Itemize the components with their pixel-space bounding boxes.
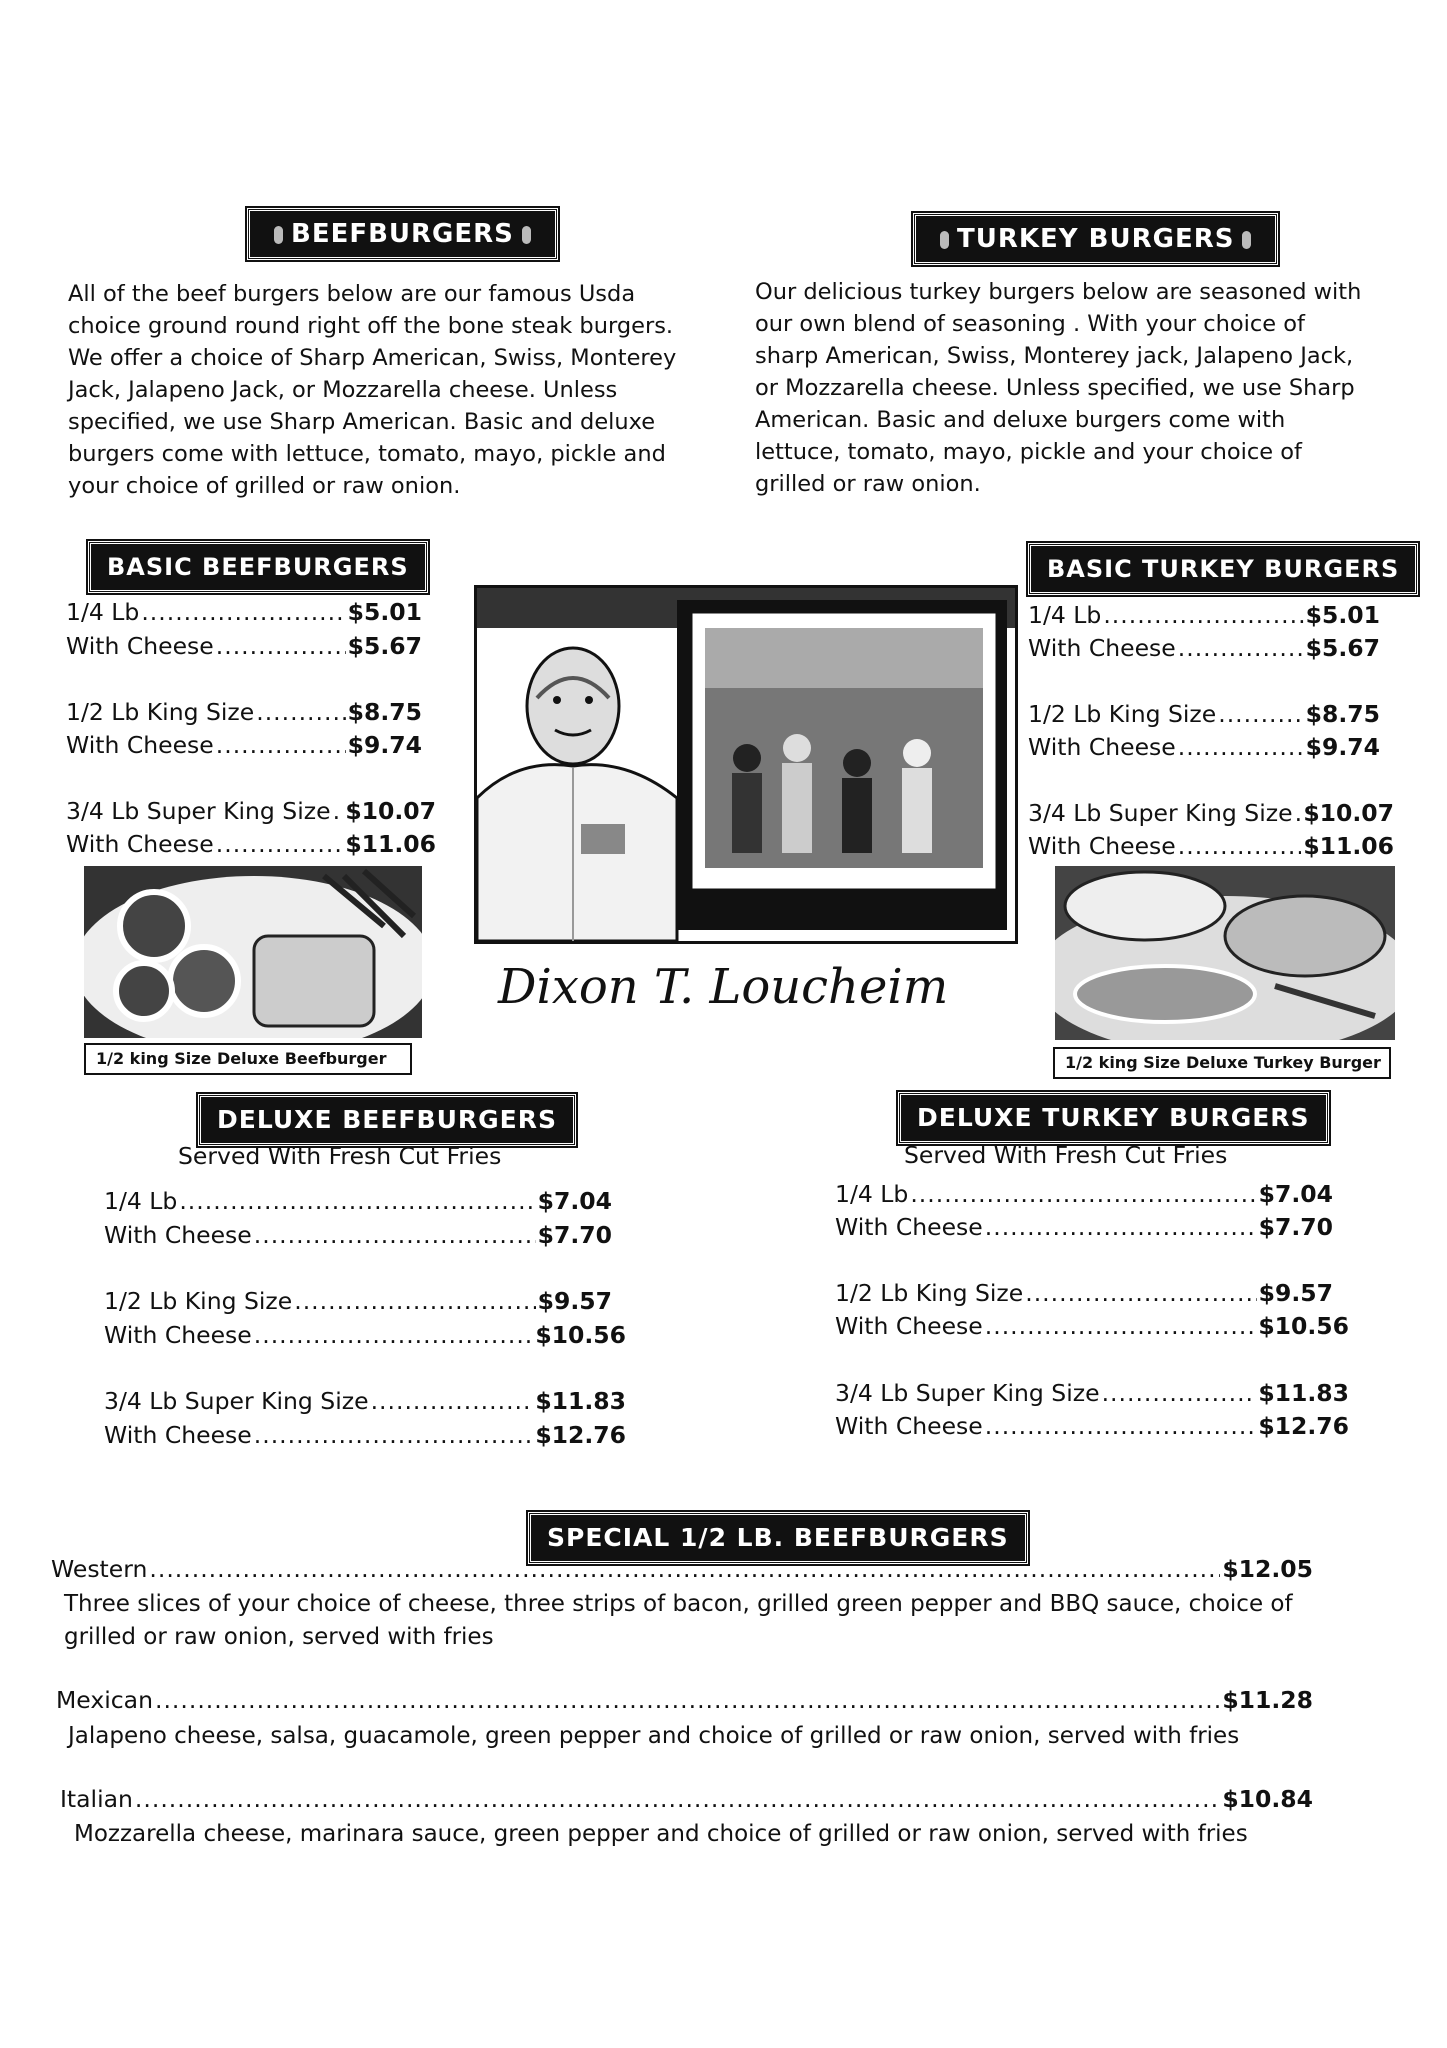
item-price: $12.76: [535, 1421, 626, 1449]
item-label: With Cheese: [1028, 733, 1176, 761]
item-price: $9.74: [347, 731, 422, 759]
item-price: $9.74: [1305, 733, 1380, 761]
dot-leader: [1295, 799, 1302, 827]
beefburger-photo: [84, 866, 422, 1038]
pill-ornament-icon: [522, 226, 531, 244]
item-price: $11.83: [535, 1387, 626, 1415]
dot-leader: [216, 731, 346, 759]
item-label: Italian: [60, 1785, 133, 1813]
dot-leader: [216, 830, 344, 858]
item-price: $7.04: [1258, 1180, 1333, 1208]
item-label: With Cheese: [104, 1321, 252, 1349]
item-label: 3/4 Lb Super King Size: [66, 797, 331, 825]
pill-ornament-icon: [274, 226, 283, 244]
item-label: 1/2 Lb King Size: [1028, 700, 1217, 728]
item-price: $11.28: [1222, 1686, 1313, 1714]
basic-beef-item: [66, 632, 422, 660]
deluxe-beef-item: [104, 1321, 626, 1349]
item-label: 3/4 Lb Super King Size: [1028, 799, 1293, 827]
dot-leader: [254, 1321, 534, 1349]
dot-leader: [1178, 832, 1302, 860]
deluxe-beef-subtitle: Served With Fresh Cut Fries: [178, 1142, 502, 1170]
basic-turkey-item: [1028, 700, 1380, 728]
item-price: $10.56: [535, 1321, 626, 1349]
turkey-intro-text: Our delicious turkey burgers below are seasoned with our own blend of seasoning . With your choice of sharp American, Swiss, Monterey jack, Jalapeno Jack, or Mozzarella cheese. Unless specified, we use Sharp American. Basic and deluxe burgers come with lettuce, tomato, mayo, pickle and your choice of grilled or raw onion.: [755, 279, 1362, 497]
item-label: 1/4 Lb: [66, 598, 140, 626]
item-label: With Cheese: [104, 1421, 252, 1449]
beefburgers-header: [247, 208, 558, 260]
dot-leader: [294, 1287, 535, 1315]
deluxe-turkey-item: [835, 1279, 1333, 1307]
dot-leader: [1025, 1279, 1256, 1307]
deluxe-beef-item: [104, 1187, 612, 1215]
dot-leader: [135, 1785, 1220, 1813]
owner-photo: [474, 585, 1018, 944]
item-label: 3/4 Lb Super King Size: [104, 1387, 369, 1415]
special-item-western: [51, 1555, 1313, 1583]
deluxe-beefburgers-header: DELUXE BEEFBURGERS: [198, 1094, 576, 1146]
deluxe-turkey-item: [835, 1180, 1333, 1208]
dot-leader: [333, 797, 344, 825]
deluxe-turkey-burgers-header: DELUXE TURKEY BURGERS: [898, 1092, 1329, 1144]
owner-photo-art: [477, 588, 1015, 941]
deluxe-beef-item: [104, 1287, 612, 1315]
dot-leader: [256, 698, 345, 726]
item-label: 1/2 Lb King Size: [66, 698, 255, 726]
dot-leader: [1103, 601, 1303, 629]
pill-ornament-icon: [940, 231, 949, 249]
beefburger-photo-caption: 1/2 king Size Deluxe Beefburger: [84, 1043, 412, 1075]
dot-leader: [254, 1221, 536, 1249]
beef-intro-text: All of the beef burgers below are our famous Usda choice ground round right off the bone steak burgers. We offer a choice of Sharp American, Swiss, Monterey Jack, Jalapeno Jack, or Mozzarella cheese. Unless specified, we use Sharp American. Basic and deluxe burgers come with lettuce, tomato, mayo, pickle and your choice of grilled or raw onion.: [68, 281, 677, 499]
item-price: $11.06: [1303, 832, 1394, 860]
item-label: With Cheese: [66, 632, 214, 660]
item-price: $7.04: [537, 1187, 612, 1215]
dot-leader: [1218, 700, 1303, 728]
deluxe-turkey-item: [835, 1379, 1349, 1407]
pill-ornament-icon: [1242, 231, 1251, 249]
dot-leader: [910, 1180, 1256, 1208]
beefburgers-header-label: BEEFBURGERS: [291, 219, 514, 249]
item-label: Western: [51, 1555, 148, 1583]
item-label: With Cheese: [835, 1213, 983, 1241]
item-label: 1/4 Lb: [1028, 601, 1102, 629]
basic-turkey-item: [1028, 601, 1380, 629]
item-label: 1/2 Lb King Size: [835, 1279, 1024, 1307]
item-label: With Cheese: [835, 1412, 983, 1440]
deluxe-turkey-item: [835, 1312, 1349, 1340]
special-beefburgers-header: SPECIAL 1/2 LB. BEEFBURGERS: [528, 1512, 1028, 1564]
item-price: $7.70: [537, 1221, 612, 1249]
deluxe-turkey-item: [835, 1412, 1349, 1440]
item-price: $5.67: [347, 632, 422, 660]
item-label: 1/4 Lb: [104, 1187, 178, 1215]
item-price: $11.83: [1258, 1379, 1349, 1407]
item-label: With Cheese: [1028, 634, 1176, 662]
item-label: With Cheese: [104, 1221, 252, 1249]
item-price: $10.84: [1222, 1785, 1313, 1813]
item-label: 1/4 Lb: [835, 1180, 909, 1208]
deluxe-beef-item: [104, 1221, 612, 1249]
item-label: Mexican: [56, 1686, 153, 1714]
item-price: $7.70: [1258, 1213, 1333, 1241]
deluxe-turkey-item: [835, 1213, 1333, 1241]
item-price: $12.05: [1222, 1555, 1313, 1583]
dot-leader: [141, 598, 345, 626]
item-price: $5.01: [347, 598, 422, 626]
turkey-burger-photo-caption: 1/2 king Size Deluxe Turkey Burger: [1053, 1047, 1391, 1079]
item-price: $12.76: [1258, 1412, 1349, 1440]
special-item-italian: [60, 1785, 1313, 1813]
basic-beef-item: [66, 731, 422, 759]
turkey-burgers-header-label: TURKEY BURGERS: [957, 224, 1235, 254]
owner-signature: [490, 945, 985, 1025]
item-price: $5.01: [1305, 601, 1380, 629]
deluxe-turkey-subtitle: Served With Fresh Cut Fries: [904, 1141, 1228, 1169]
item-label: With Cheese: [66, 830, 214, 858]
item-label: With Cheese: [835, 1312, 983, 1340]
dot-leader: [985, 1213, 1257, 1241]
dot-leader: [985, 1312, 1257, 1340]
dot-leader: [1178, 733, 1304, 761]
beefburger-photo-art: [84, 866, 422, 1038]
item-label: With Cheese: [66, 731, 214, 759]
item-price: $9.57: [1258, 1279, 1333, 1307]
item-label: 3/4 Lb Super King Size: [835, 1379, 1100, 1407]
dot-leader: [371, 1387, 534, 1415]
special-item-italian-desc: Mozzarella cheese, marinara sauce, green pepper and choice of grilled or raw onion, served with fries: [74, 1821, 1248, 1847]
signature-art: [490, 945, 985, 1025]
turkey-burger-photo-art: [1055, 866, 1395, 1040]
basic-turkey-item: [1028, 799, 1394, 827]
basic-beef-item: [66, 698, 422, 726]
signature-text: Dixon T. Loucheim: [498, 959, 949, 1015]
basic-beefburgers-header: BASIC BEEFBURGERS: [88, 541, 428, 593]
dot-leader: [149, 1555, 1220, 1583]
special-item-mexican: [56, 1686, 1313, 1714]
item-price: $8.75: [347, 698, 422, 726]
dot-leader: [216, 632, 346, 660]
item-price: $10.07: [345, 797, 436, 825]
item-price: $10.07: [1303, 799, 1394, 827]
basic-beef-item: [66, 797, 436, 825]
item-price: $11.06: [345, 830, 436, 858]
item-label: With Cheese: [1028, 832, 1176, 860]
dot-leader: [985, 1412, 1257, 1440]
deluxe-beef-item: [104, 1387, 626, 1415]
basic-beef-item: [66, 830, 436, 858]
turkey-burgers-header: [913, 213, 1278, 265]
special-item-mexican-desc: Jalapeno cheese, salsa, guacamole, green pepper and choice of grilled or raw onion, served with fries: [68, 1723, 1240, 1749]
item-label: 1/2 Lb King Size: [104, 1287, 293, 1315]
item-price: $5.67: [1305, 634, 1380, 662]
basic-turkey-item: [1028, 733, 1380, 761]
dot-leader: [155, 1686, 1220, 1714]
turkey-burger-photo: [1055, 866, 1395, 1040]
item-price: $9.57: [537, 1287, 612, 1315]
deluxe-beef-item: [104, 1421, 626, 1449]
basic-turkey-item: [1028, 634, 1380, 662]
item-price: $10.56: [1258, 1312, 1349, 1340]
item-price: $8.75: [1305, 700, 1380, 728]
dot-leader: [1178, 634, 1304, 662]
special-item-western-desc: Three slices of your choice of cheese, three strips of bacon, grilled green pepper and BBQ sauce, choice of grilled or raw onion, served with fries: [64, 1591, 1293, 1650]
dot-leader: [179, 1187, 535, 1215]
dot-leader: [1102, 1379, 1257, 1407]
dot-leader: [254, 1421, 534, 1449]
basic-turkey-burgers-header: BASIC TURKEY BURGERS: [1028, 543, 1418, 595]
basic-beef-item: [66, 598, 422, 626]
basic-turkey-item: [1028, 832, 1394, 860]
